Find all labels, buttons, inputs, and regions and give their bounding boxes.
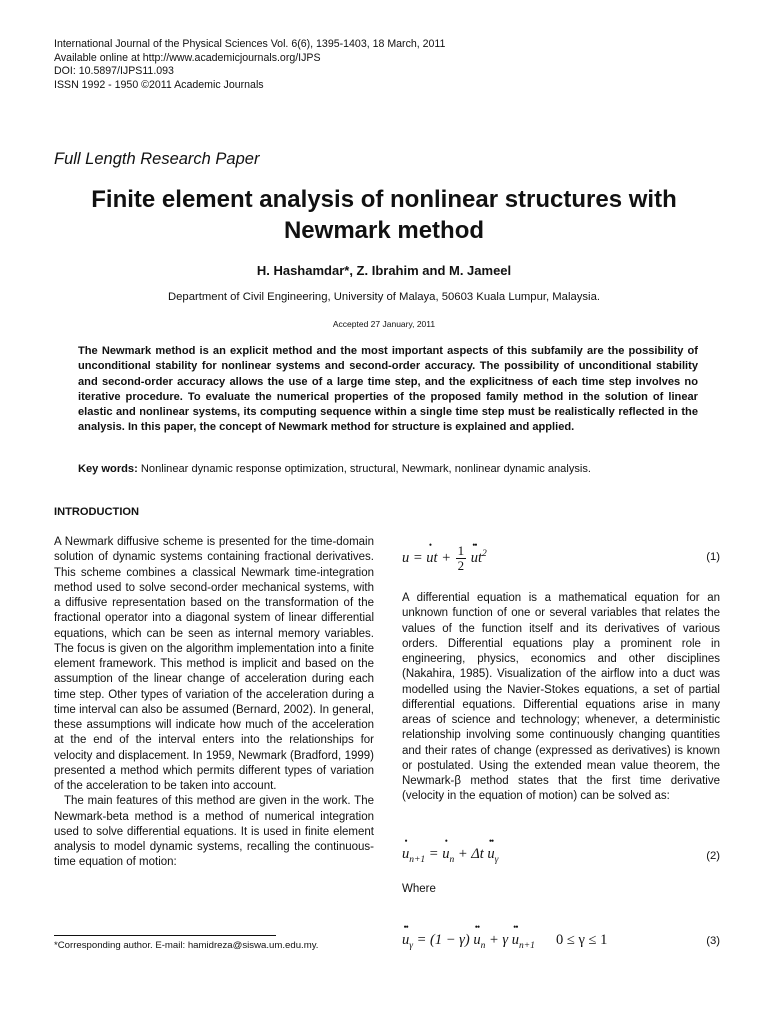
section-heading-introduction: INTRODUCTION (54, 506, 140, 518)
doi-line: DOI: 10.5897/IJPS11.093 (54, 65, 174, 77)
equation-3-range: 0 ≤ γ ≤ 1 (556, 932, 608, 948)
equation-2-number: (2) (706, 850, 720, 862)
equation-2 (402, 836, 720, 870)
footnote-divider (54, 935, 276, 936)
equation-3 (402, 922, 720, 958)
left-column (54, 535, 374, 871)
keywords-text: Nonlinear dynamic response optimization, structural, Newmark, nonlinear dynamic analysis. (140, 463, 592, 475)
equation-3-number: (3) (706, 935, 720, 947)
journal-line: International Journal of the Physical Sciences Vol. 6(6), 1395-1403, 18 March, 2011 (54, 38, 446, 50)
equation-1 (402, 539, 720, 573)
intro-paragraph-2: The main features of this method are given in the work. The Newmark-beta method is a method of numerical integration used to solve differential equations. It is used in finite element analysis to model dynamic systems, recalling the continuous-time equation of motion: (54, 795, 374, 869)
authors: H. Hashamdar*, Z. Ibrahim and M. Jameel (256, 263, 512, 278)
intro-paragraph-1: A Newmark diffusive scheme is presented for the time-domain solution of dynamic systems containing fractional derivatives. This scheme combines a classical Newmark time-integration method used to solve second-order mechanical systems, with a diffusive representation based on the transformation of the fractional operator into a diagonal system of linear differential equations, which can be seen as internal memory variables. The focus is given on the algorithm implementation into a finite element framework. This method is implicit and based on the assumption of the linear change of acceleration during each time step. Other types of variation of the acceleration during a time interval can also be assumed (Bernard, 2002). In general, these assumptions will indicate how much of the acceleration at the end of the interval enters into the relationships for velocity and displacement. In 1959, Newmark (Bradford, 1999) presented a method which permits different types of variation of the acceleration to be taken into account. (54, 536, 374, 792)
equation-2-expression: u • $_{n+1}$ = u • $_n$ + Δt u •• $_\gamma$ (402, 836, 499, 865)
equation-1-expression: u = u • t + $\frac{1}{2}$ u •• $t^2$ (402, 539, 487, 573)
where-text: Where (402, 883, 436, 895)
affiliation: Department of Civil Engineering, University of Malaya, 50603 Kuala Lumpur, Malaysia. (167, 291, 600, 303)
corresponding-author-footnote: *Corresponding author. E-mail: hamidreza@siswa.um.edu.my. (54, 940, 319, 951)
issn-line: ISSN 1992 - 1950 ©2011 Academic Journals (54, 78, 264, 91)
available-online-line: Available online at http://www.academicjournals.org/IJPS (54, 51, 321, 64)
accepted-date: Accepted 27 January, 2011 (332, 319, 436, 329)
keywords-label: Key words: (78, 463, 138, 475)
abstract: The Newmark method is an explicit method and the most important aspects of this subfamily are the possibility of unconditional stability for nonlinear systems and second-order accuracy. The possibility of unconditional stability and second-order accuracy allows the use of a large time step, and the explicitness of each time step involves no iterative procedure. To evaluate the numerical properties of the proposed family method in the solution of linear elastic and nonlinear systems, its computing sequence within a single time step must be realistically reflected in the analysis. In this paper, the concept of Newmark method for structure is explained and applied. (78, 345, 698, 434)
paper-type: Full Length Research Paper (54, 150, 260, 168)
equation-3-expression: u •• $_\gamma$ = (1 − γ) u •• $_n$ + γ u •• $_{n+1}$ (402, 922, 535, 951)
right-column-paragraph: A differential equation is a mathematical equation for an unknown function of one or several variables that relates the values of the function itself and its derivatives of various orders. Differential equations play a prominent role in engineering, physics, economics and other disciplines (Nakahira, 1985). Visualization of the airflow into a duct was modelled using the Navier-Stokes equations, a set of partial differential equations. Differential equations arise in many areas of science and technology; whenever, a deterministic relationship involving some continuously changing quantities and their rates of change (expressed as derivatives) is known or postulated. Using the extended mean value theorem, the Newmark-β method states that the first time derivative (velocity in the equation of motion) can be solved as: (402, 592, 720, 803)
journal-metadata (54, 38, 445, 92)
paper-title: Finite element analysis of nonlinear structures with Newmark method (91, 186, 677, 244)
keywords (78, 462, 698, 477)
equation-1-number: (1) (706, 551, 720, 563)
